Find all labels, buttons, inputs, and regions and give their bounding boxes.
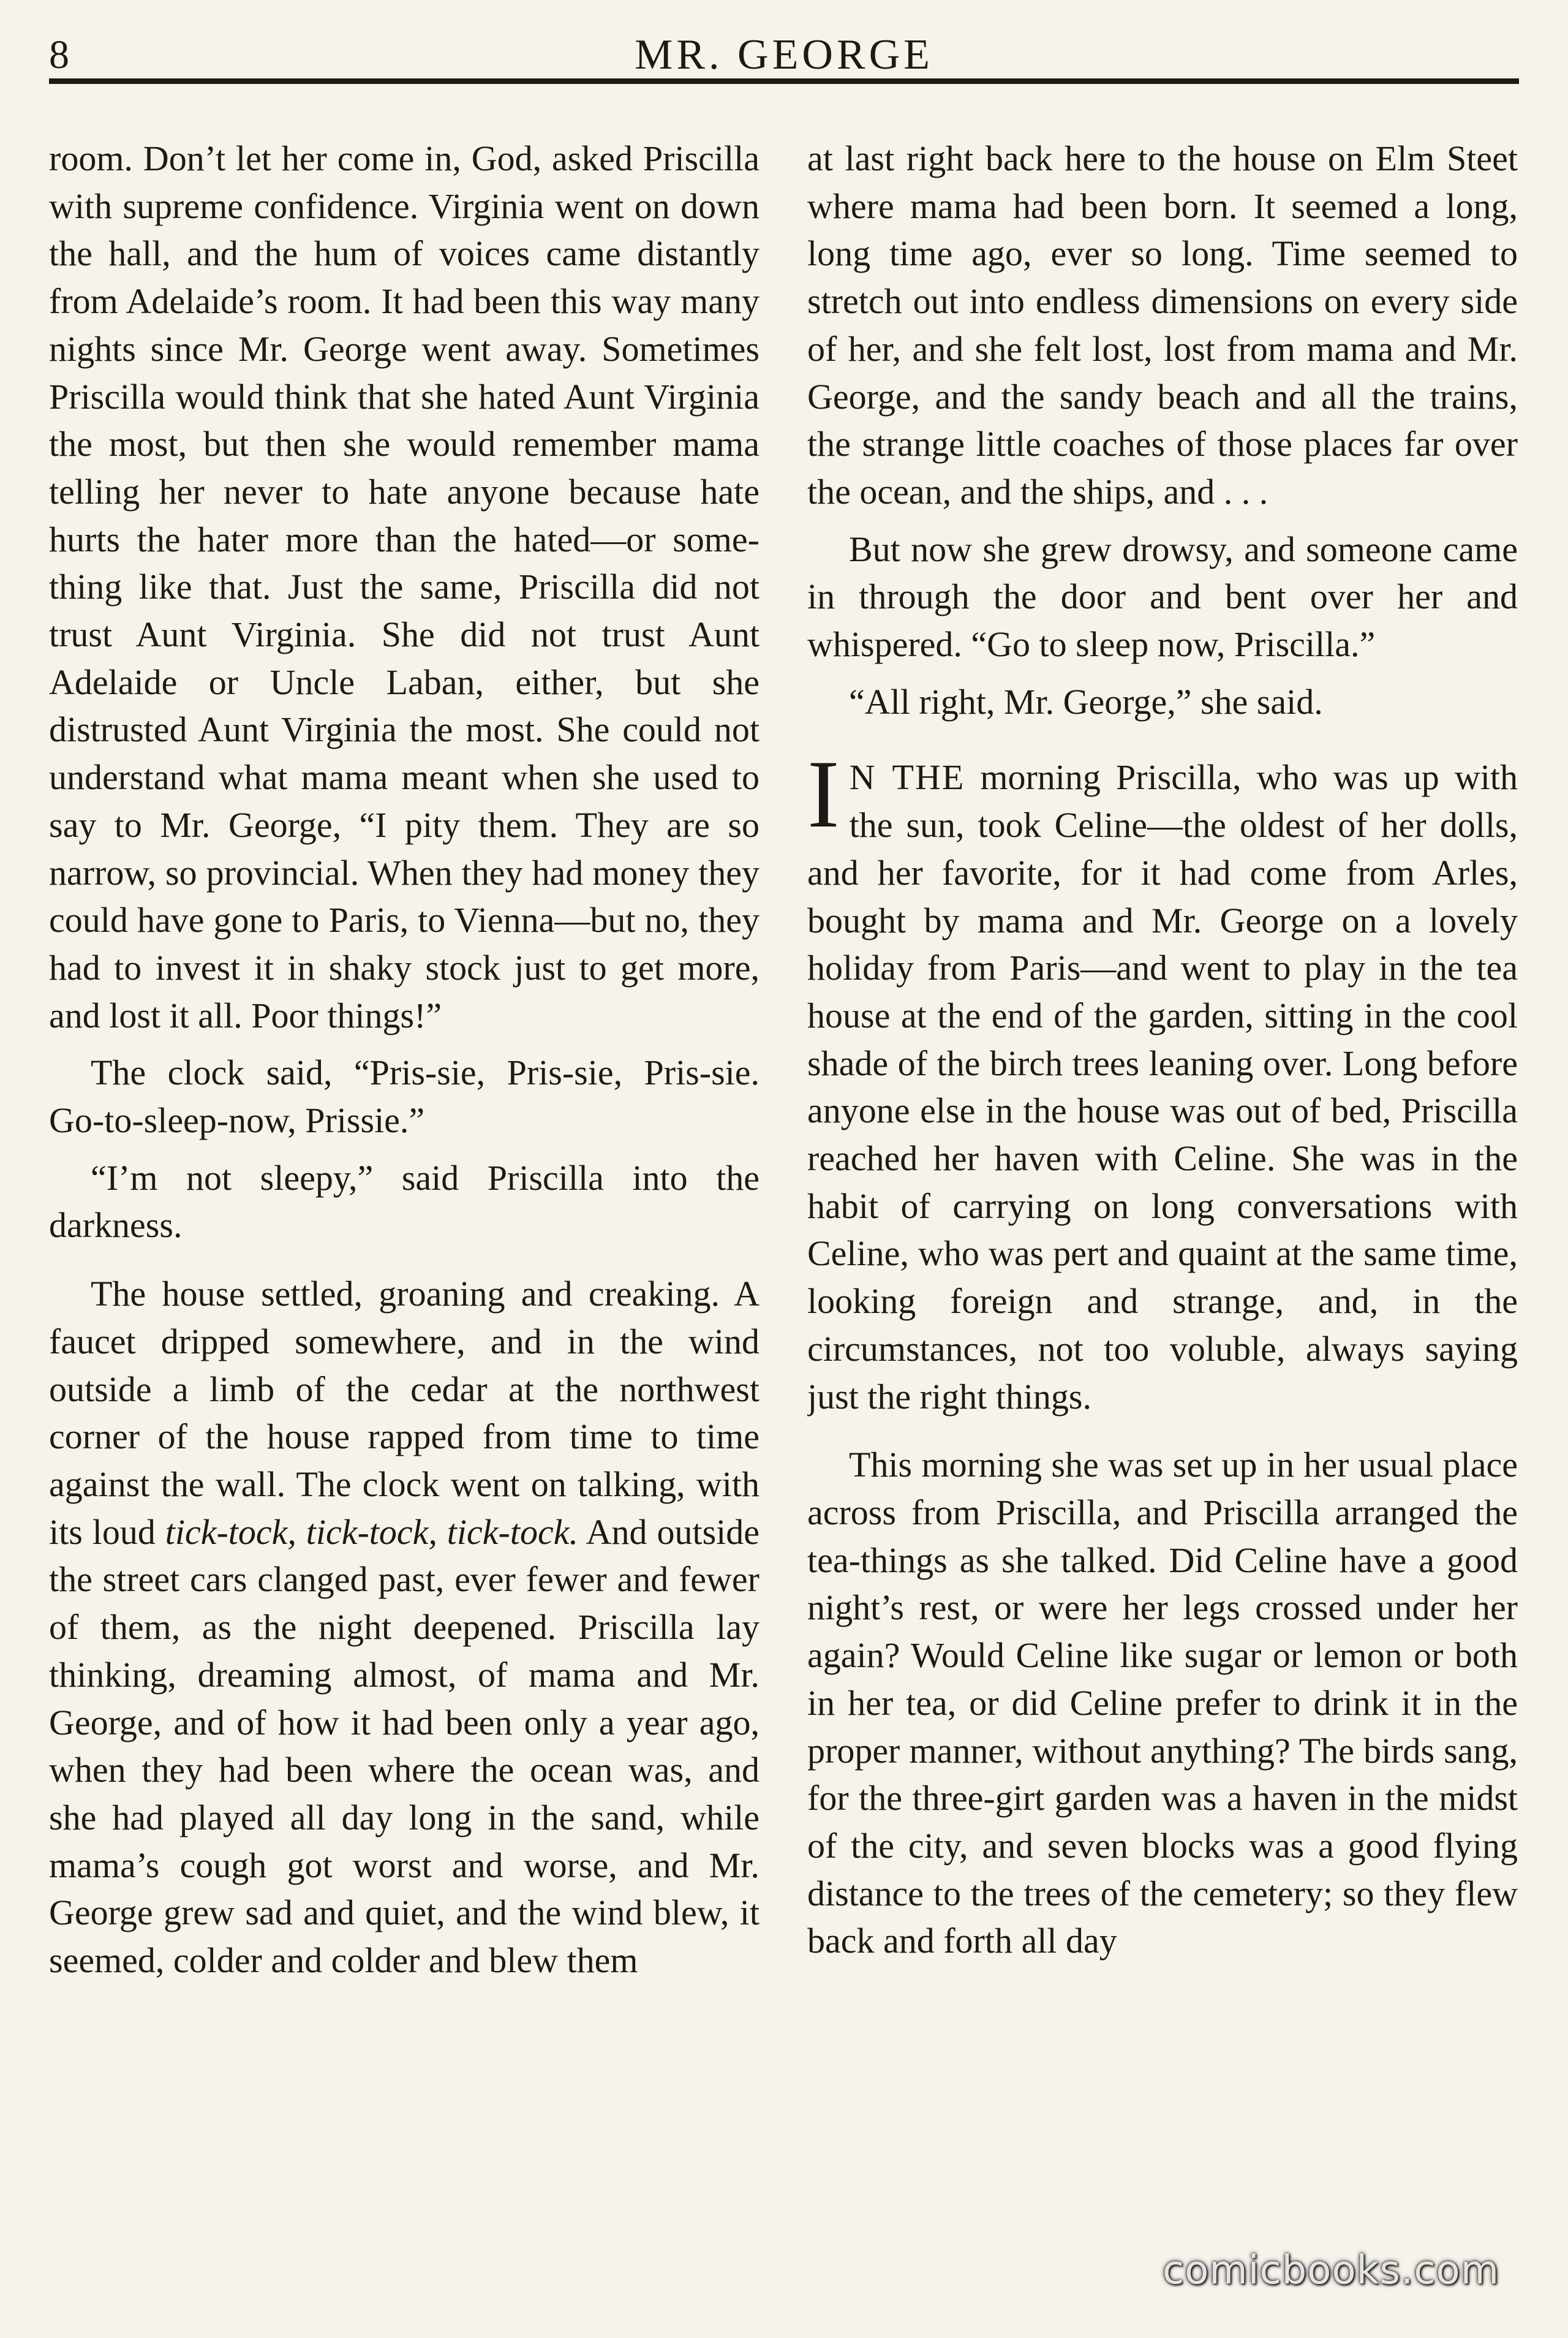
left-column [49, 135, 760, 2279]
paragraph-text: And outside the street cars clanged past, ever fewer and fewer of them, as the night deepened. Priscilla lay thinking, dreaming almost, of mama and Mr. George, and of how it had been only a year ago, when they had been where the ocean was, and she had played all day long in the sand, while mama’s cough got worst and worse, and Mr. George grew sad and quiet, and the wind blew, it seemed, colder and colder and blew them [49, 1511, 760, 1981]
page-number: 8 [49, 32, 69, 77]
paragraph: “I’m not sleepy,” said Priscilla into the darkness. [49, 1157, 760, 1246]
paragraph: The clock said, “Pris-sie, Pris-sie, Pris-sie. Go-to-sleep-now, Prissie.” [49, 1053, 760, 1141]
right-column [807, 135, 1518, 2279]
paragraph: at last right back here to the house on Elm Steet where mama had been born. It seemed a long, long time ago, ever so long. Time seemed to stretch out into endless dimensions on every side of her, and she felt lost, lost from mama and Mr. George, and the sandy beach and all the trains, the strange little coaches of those places far over the ocean, and the ships, and . . . [807, 138, 1518, 512]
header-rule [49, 78, 1519, 84]
drop-cap: I [807, 741, 840, 849]
paragraph: room. Don’t let her come in, God, asked Priscilla with supreme confidence. Virginia went on down the hall, and the hum of voices came distantly from Adelaide’s room. It had been this way many nights since Mr. George went away. Sometimes Priscilla would think that she hated Aunt Virginia the most, but then she would remember mama telling her never to hate anyone because hate hurts the hater more than the hated—or something like that. Just the same, Priscilla did not trust Aunt Virginia. She did not trust Aunt Adelaide or Uncle Laban, either, but she distrusted Aunt Virginia the most. She could not understand what mama meant when she used to say to Mr. George, “I pity them. They are so narrow, so provincial. When they had money they could have gone to Paris, to Vienna—but no, they had to invest it in shaky stock just to get more, and lost it all. Poor things!” [49, 138, 760, 1035]
running-title: MR. GEORGE [635, 31, 933, 78]
paragraph [49, 1270, 760, 1984]
paragraph-with-drop-cap [807, 741, 1518, 1420]
paragraph: But now she grew drowsy, and someone came in through the door and bent over her and whispered. “Go to sleep now, Priscilla.” [807, 529, 1518, 665]
paragraph-text: morning Priscilla, who was up with the sun, took Celine—the oldest of her dolls, and her favorite, for it had come from Arles, bought by mama and Mr. George on a lovely holiday from Paris—and went to play in the tea house at the end of the garden, sitting in the cool shade of the birch trees leaning over. Long before anyone else in the house was out of bed, Priscilla reached her haven with Celine. She was in the habit of carrying on long conversations with Celine, who was pert and quaint at the same time, looking foreign and strange, and, in the circumstances, not too voluble, always saying just the right things. [807, 757, 1518, 1417]
paragraph: “All right, Mr. George,” she said. [849, 681, 1323, 722]
watermark: comicbooks.com [1163, 2248, 1500, 2293]
small-caps-lead: N THE [849, 757, 965, 798]
paragraph-text: The house settled, groaning and creaking. A faucet dripped somewhere, and in the wind outside a limb of the cedar at the northwest corner of the house rapped from time to time against the wall. The clock went on talking, with its loud [49, 1274, 760, 1552]
page-header [49, 18, 1519, 86]
paragraph: This morning she was set up in her usual place across from Priscilla, and Priscilla arranged the tea-things as she talked. Did Celine have a good night’s rest, or were her legs crossed under her again? Would Celine like sugar or lemon or both in her tea, or did Celine prefer to drink it in the proper manner, without anything? The birds sang, for the three-girt garden was a haven in the midst of the city, and seven blocks was a good flying distance to the trees of the cemetery; so they flew back and forth all day [807, 1445, 1518, 1961]
italic-text: tick-tock, tick-tock, tick-tock. [165, 1511, 578, 1552]
